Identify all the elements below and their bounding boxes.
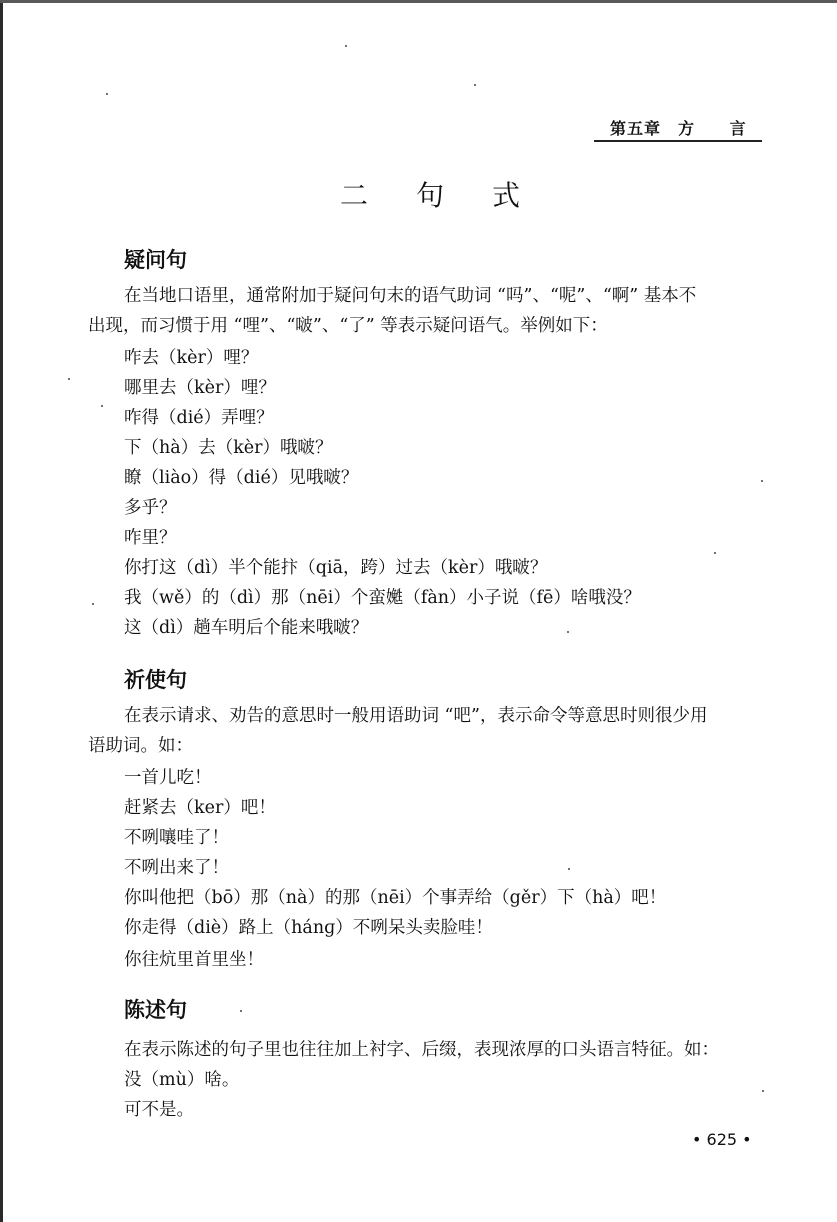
- scan-speck: [568, 868, 570, 870]
- running-header: [594, 116, 762, 142]
- scan-top-edge: [0, 0, 837, 3]
- scan-speck: [567, 631, 569, 633]
- example-sentence: 哪里去（kèr）哩？: [124, 378, 276, 398]
- paragraph-line: 出现，而习惯于用 “哩”、“啵”、“了” 等表示疑问语气。举例如下：: [88, 316, 608, 336]
- example-sentence: 不咧出来了！: [124, 858, 229, 878]
- paragraph-line: 语助词。如：: [88, 736, 193, 756]
- scan-speck: [345, 45, 347, 47]
- scan-speck: [92, 603, 94, 605]
- scan-speck: [714, 552, 716, 554]
- example-sentence: 可不是。: [124, 1100, 194, 1120]
- scan-speck: [68, 378, 70, 380]
- page-number: • 625 •: [692, 1130, 752, 1149]
- example-sentence: 多乎？: [124, 498, 177, 518]
- scan-speck: [474, 84, 476, 86]
- heading-interrogative: 疑问句: [124, 248, 187, 272]
- example-sentence: 你叫他把（bō）那（nà）的那（nēi）个事弄给（gěr）下（hà）吧！: [124, 888, 667, 908]
- scan-speck: [101, 405, 103, 407]
- scan-left-edge: [0, 0, 3, 1222]
- example-sentence: 这（dì）趟车明后个能来哦啵？: [124, 618, 369, 638]
- example-sentence: 咋去（kèr）哩？: [124, 348, 259, 368]
- scan-speck: [106, 93, 108, 95]
- scan-speck: [761, 480, 763, 482]
- header-title: 方 言: [678, 119, 746, 138]
- example-sentence: 不咧嚷哇了！: [124, 828, 229, 848]
- heading-imperative: 祈使句: [124, 668, 187, 692]
- example-sentence: 一首儿吃！: [124, 768, 212, 788]
- example-sentence: 咋里？: [124, 528, 177, 548]
- example-sentence: 瞭（liào）得（dié）见哦啵？: [124, 468, 359, 488]
- example-sentence: 你往炕里首里坐！: [124, 950, 264, 970]
- header-chapter: 第五章: [610, 119, 662, 138]
- example-sentence: 你走得（diè）路上（hánɡ）不咧呆头卖脸哇！: [124, 918, 493, 938]
- example-sentence: 没（mù）啥。: [124, 1070, 240, 1090]
- paragraph-line: 在当地口语里，通常附加于疑问句末的语气助词 “吗”、“呢”、“啊” 基本不: [124, 286, 697, 306]
- paragraph-line: 在表示请求、劝告的意思时一般用语助词 “吧”，表示命令等意思时则很少用: [124, 706, 708, 726]
- section-title: 二句式: [340, 179, 569, 212]
- example-sentence: 咋得（dié）弄哩？: [124, 408, 274, 428]
- example-sentence: 我（wě）的（dì）那（nēi）个蛮嬔（fàn）小子说（fē）啥哦没？: [124, 588, 641, 608]
- example-sentence: 你打这（dì）半个能抃（qiā，跨）过去（kèr）哦啵？: [124, 558, 548, 578]
- scan-speck: [240, 1010, 242, 1012]
- paragraph-line: 在表示陈述的句子里也往往加上衬字、后缀，表现浓厚的口头语言特征。如：: [124, 1040, 719, 1060]
- scan-speck: [762, 1090, 764, 1092]
- example-sentence: 下（hà）去（kèr）哦啵？: [124, 438, 333, 458]
- example-sentence: 赶紧去（ker）吧！: [124, 798, 276, 818]
- heading-declarative: 陈述句: [124, 998, 187, 1022]
